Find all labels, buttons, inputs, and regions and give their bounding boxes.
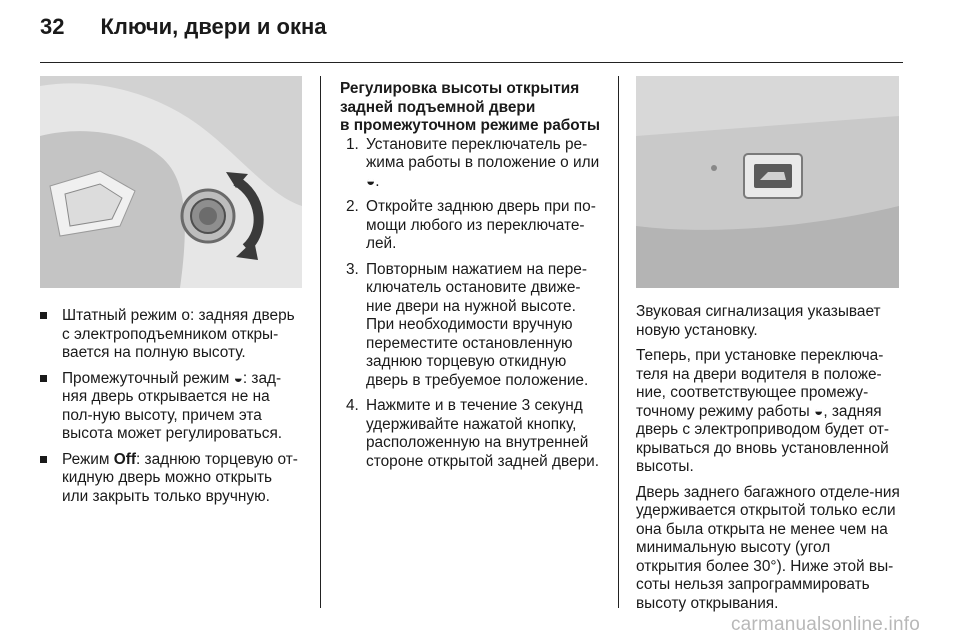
step-item: 1. Установите переключатель ре-жима работы в положение о или ◒. [346,135,600,190]
off-label: Off [113,450,136,468]
page-header [40,14,326,40]
paragraph: Дверь заднего багажного отделе-ния удерживается открытой только если она была открыта не менее чем на минимальную высоту (угол открытия более 30°). Ниже этой вы-соты нельзя запрограммировать высоту открывания. [636,483,900,612]
bullet-square-icon [40,456,47,463]
bullet-item: Режим Off: заднюю торцевую от-кидную дверь можно открыть или закрыть только вручную. [40,451,302,507]
step-item: 3. Повторным нажатием на пере-ключатель остановите движе-ние двери на нужной высоте. При необходимости вручную переместите остановленную заднюю торцевую откидную дверь в требуемое положение. [346,260,589,389]
middle-column-text [340,80,602,478]
watermark: carmanualsonline.info [730,614,920,635]
bullet-item: Промежуточный режим ◒: зад-няя дверь открывается не на пол-ную высоту, причем эта высота может регулироваться. [40,370,302,444]
tailgate-button-illustration [636,76,899,288]
half-circle-icon: ◒ [814,402,824,420]
header-rule [40,62,903,63]
left-column-text [40,307,302,513]
right-column-text [636,303,900,620]
bullet-square-icon [40,312,47,319]
column-divider-right [618,76,619,608]
step-item: 4. Нажмите и в течение 3 секунд удерживайте нажатой кнопку, расположенную на внутренней стороне открытой задней двери. [346,397,600,470]
bullet-square-icon [40,375,47,382]
door-switch-illustration [40,76,302,288]
page-number: 32 [40,14,65,39]
page-title: Ключи, двери и окна [100,14,327,39]
paragraph: Теперь, при установке переключа-теля на двери водителя в положе-ние, соответствующее промежу-точному режиму работы ◒, задняя дверь с электроприводом будет от-крываться до вновь установленной высоты. [636,347,890,475]
column-divider-left [320,76,321,608]
bullet-item: Штатный режим о: задняя дверь с электроподъемником откры-вается на полную высоту. [40,307,302,363]
step-item: 2. Откройте заднюю дверь при по-мощи любого из переключате-лей. [346,198,596,252]
section-heading: Регулировка высоты открытия задней подъемной двери в промежуточном режиме работы [340,80,600,134]
half-circle-icon: ◒ [233,369,243,387]
paragraph: Звуковая сигнализация указывает новую установку. [636,303,881,339]
